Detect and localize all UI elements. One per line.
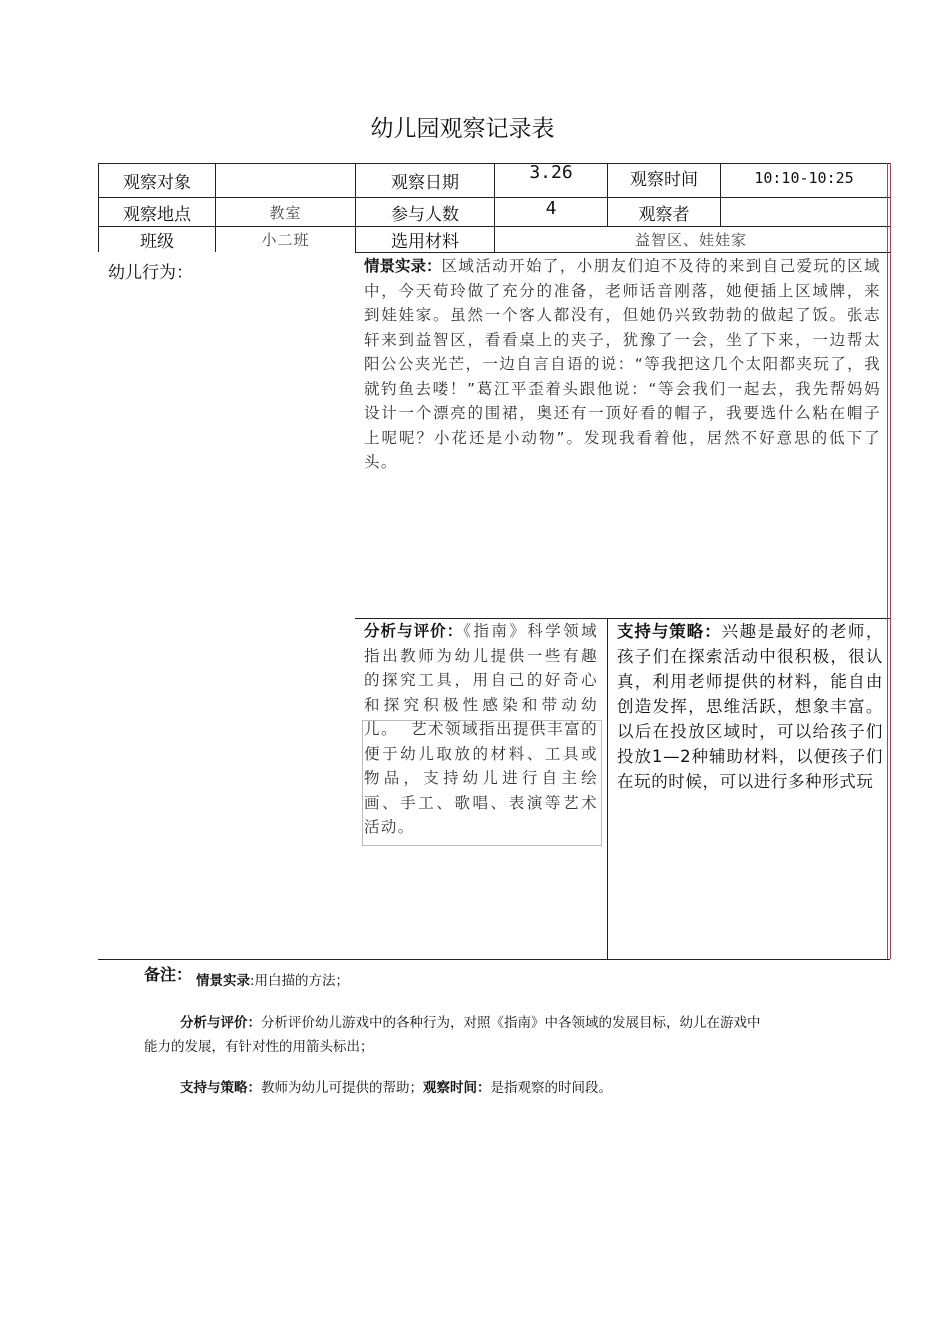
section-col-divider xyxy=(607,618,608,959)
label-participants: 参与人数 xyxy=(391,204,459,225)
table-border-bottom xyxy=(98,959,890,960)
label-materials: 选用材料 xyxy=(391,232,459,252)
value-class: 小二班 xyxy=(261,231,310,249)
label-observe-time: 观察时间 xyxy=(630,170,698,190)
analysis-label: 分析与评价： xyxy=(364,622,464,640)
support-label: 支持与策略： xyxy=(617,622,722,641)
scene-record xyxy=(364,254,881,475)
analysis-evaluation xyxy=(364,619,598,840)
page-title: 幼儿园观察记录表 xyxy=(370,116,555,142)
analysis-text-art: 艺术领域指出提供丰富的便于幼儿取放的材料、工具或物品，支持幼儿进行自主绘画、手工、歌唱、表演等艺术活动。 xyxy=(364,720,598,836)
note-analysis xyxy=(180,1011,761,1031)
label-observe-date: 观察日期 xyxy=(391,173,459,193)
value-materials: 益智区、娃娃家 xyxy=(634,231,747,249)
value-participants: 4 xyxy=(545,197,557,219)
note-time-label: 观察时间： xyxy=(423,1080,491,1096)
note-support-label: 支持与策略： xyxy=(180,1080,261,1096)
note-scene xyxy=(196,969,349,989)
table-row-divider xyxy=(355,252,890,253)
scene-record-label: 情景实录： xyxy=(364,257,442,275)
note-scene-label: 情景实录 xyxy=(196,973,250,989)
note-support xyxy=(180,1076,612,1096)
support-text: 兴趣是最好的老师，孩子们在探索活动中很积极，很认真，利用老师提供的材料，能自由创造发挥，思维活跃，想象丰富。以后在投放区域时，可以给孩子们投放1—2种辅助材料，以便孩子们在玩的时候，可以进行多种形式玩 xyxy=(617,622,884,791)
label-observer: 观察者 xyxy=(638,204,690,225)
value-observe-date: 3.26 xyxy=(529,161,573,183)
child-behavior-label: 幼儿行为： xyxy=(108,263,193,283)
note-analysis-text: 分析评价幼儿游戏中的各种行为，对照《指南》中各领域的发展目标，幼儿在游戏中 xyxy=(261,1015,761,1031)
label-observe-target: 观察对象 xyxy=(123,173,191,193)
note-time-text: 是指观察的时间段。 xyxy=(490,1080,612,1096)
analysis-text-science: 《指南》科学领域指出教师为幼儿提供一些有趣的探究工具，用自己的好奇心和探究积极性感染和带动幼儿。 xyxy=(364,622,598,738)
note-analysis-label: 分析与评价： xyxy=(180,1015,261,1031)
notes-title: 备注： xyxy=(144,965,193,984)
note-scene-text: :用白描的方法； xyxy=(250,973,350,989)
value-observe-time: 10:10-10:25 xyxy=(754,168,854,187)
label-observe-place: 观察地点 xyxy=(123,204,191,225)
note-support-text: 教师为幼儿可提供的帮助； xyxy=(261,1080,423,1096)
table-border-right xyxy=(887,163,888,959)
label-class: 班级 xyxy=(140,232,174,252)
value-observe-target xyxy=(216,164,355,197)
table-border-right-double xyxy=(890,163,891,959)
scene-record-text: 区域活动开始了，小朋友们迫不及待的来到自己爱玩的区域中，今天荀玲做了充分的准备，老师话音刚落，她便插上区域牌，来到娃娃家。虽然一个客人都没有，但她仍兴致勃勃的做起了饭。张志轩来到益智区，看看桌上的夹子，犹豫了一会，坐了下来，一边帮太阳公公夹光芒，一边自言自语的说：“等我把这几个太阳都夹玩了，我就钓鱼去喽！”葛江平歪着头跟他说：“等会我们一起去，我先帮妈妈设计一个漂亮的围裙，奥还有一顶好看的帽子，我要选什么粘在帽子上呢呢？小花还是小动物”。发现我看着他，居然不好意思的低下了头。 xyxy=(364,257,881,471)
value-observer xyxy=(721,198,887,226)
note-analysis-cont: 能力的发展，有针对性的用箭头标出； xyxy=(144,1039,374,1055)
support-strategy xyxy=(617,619,883,794)
value-observe-place: 教室 xyxy=(269,203,302,222)
